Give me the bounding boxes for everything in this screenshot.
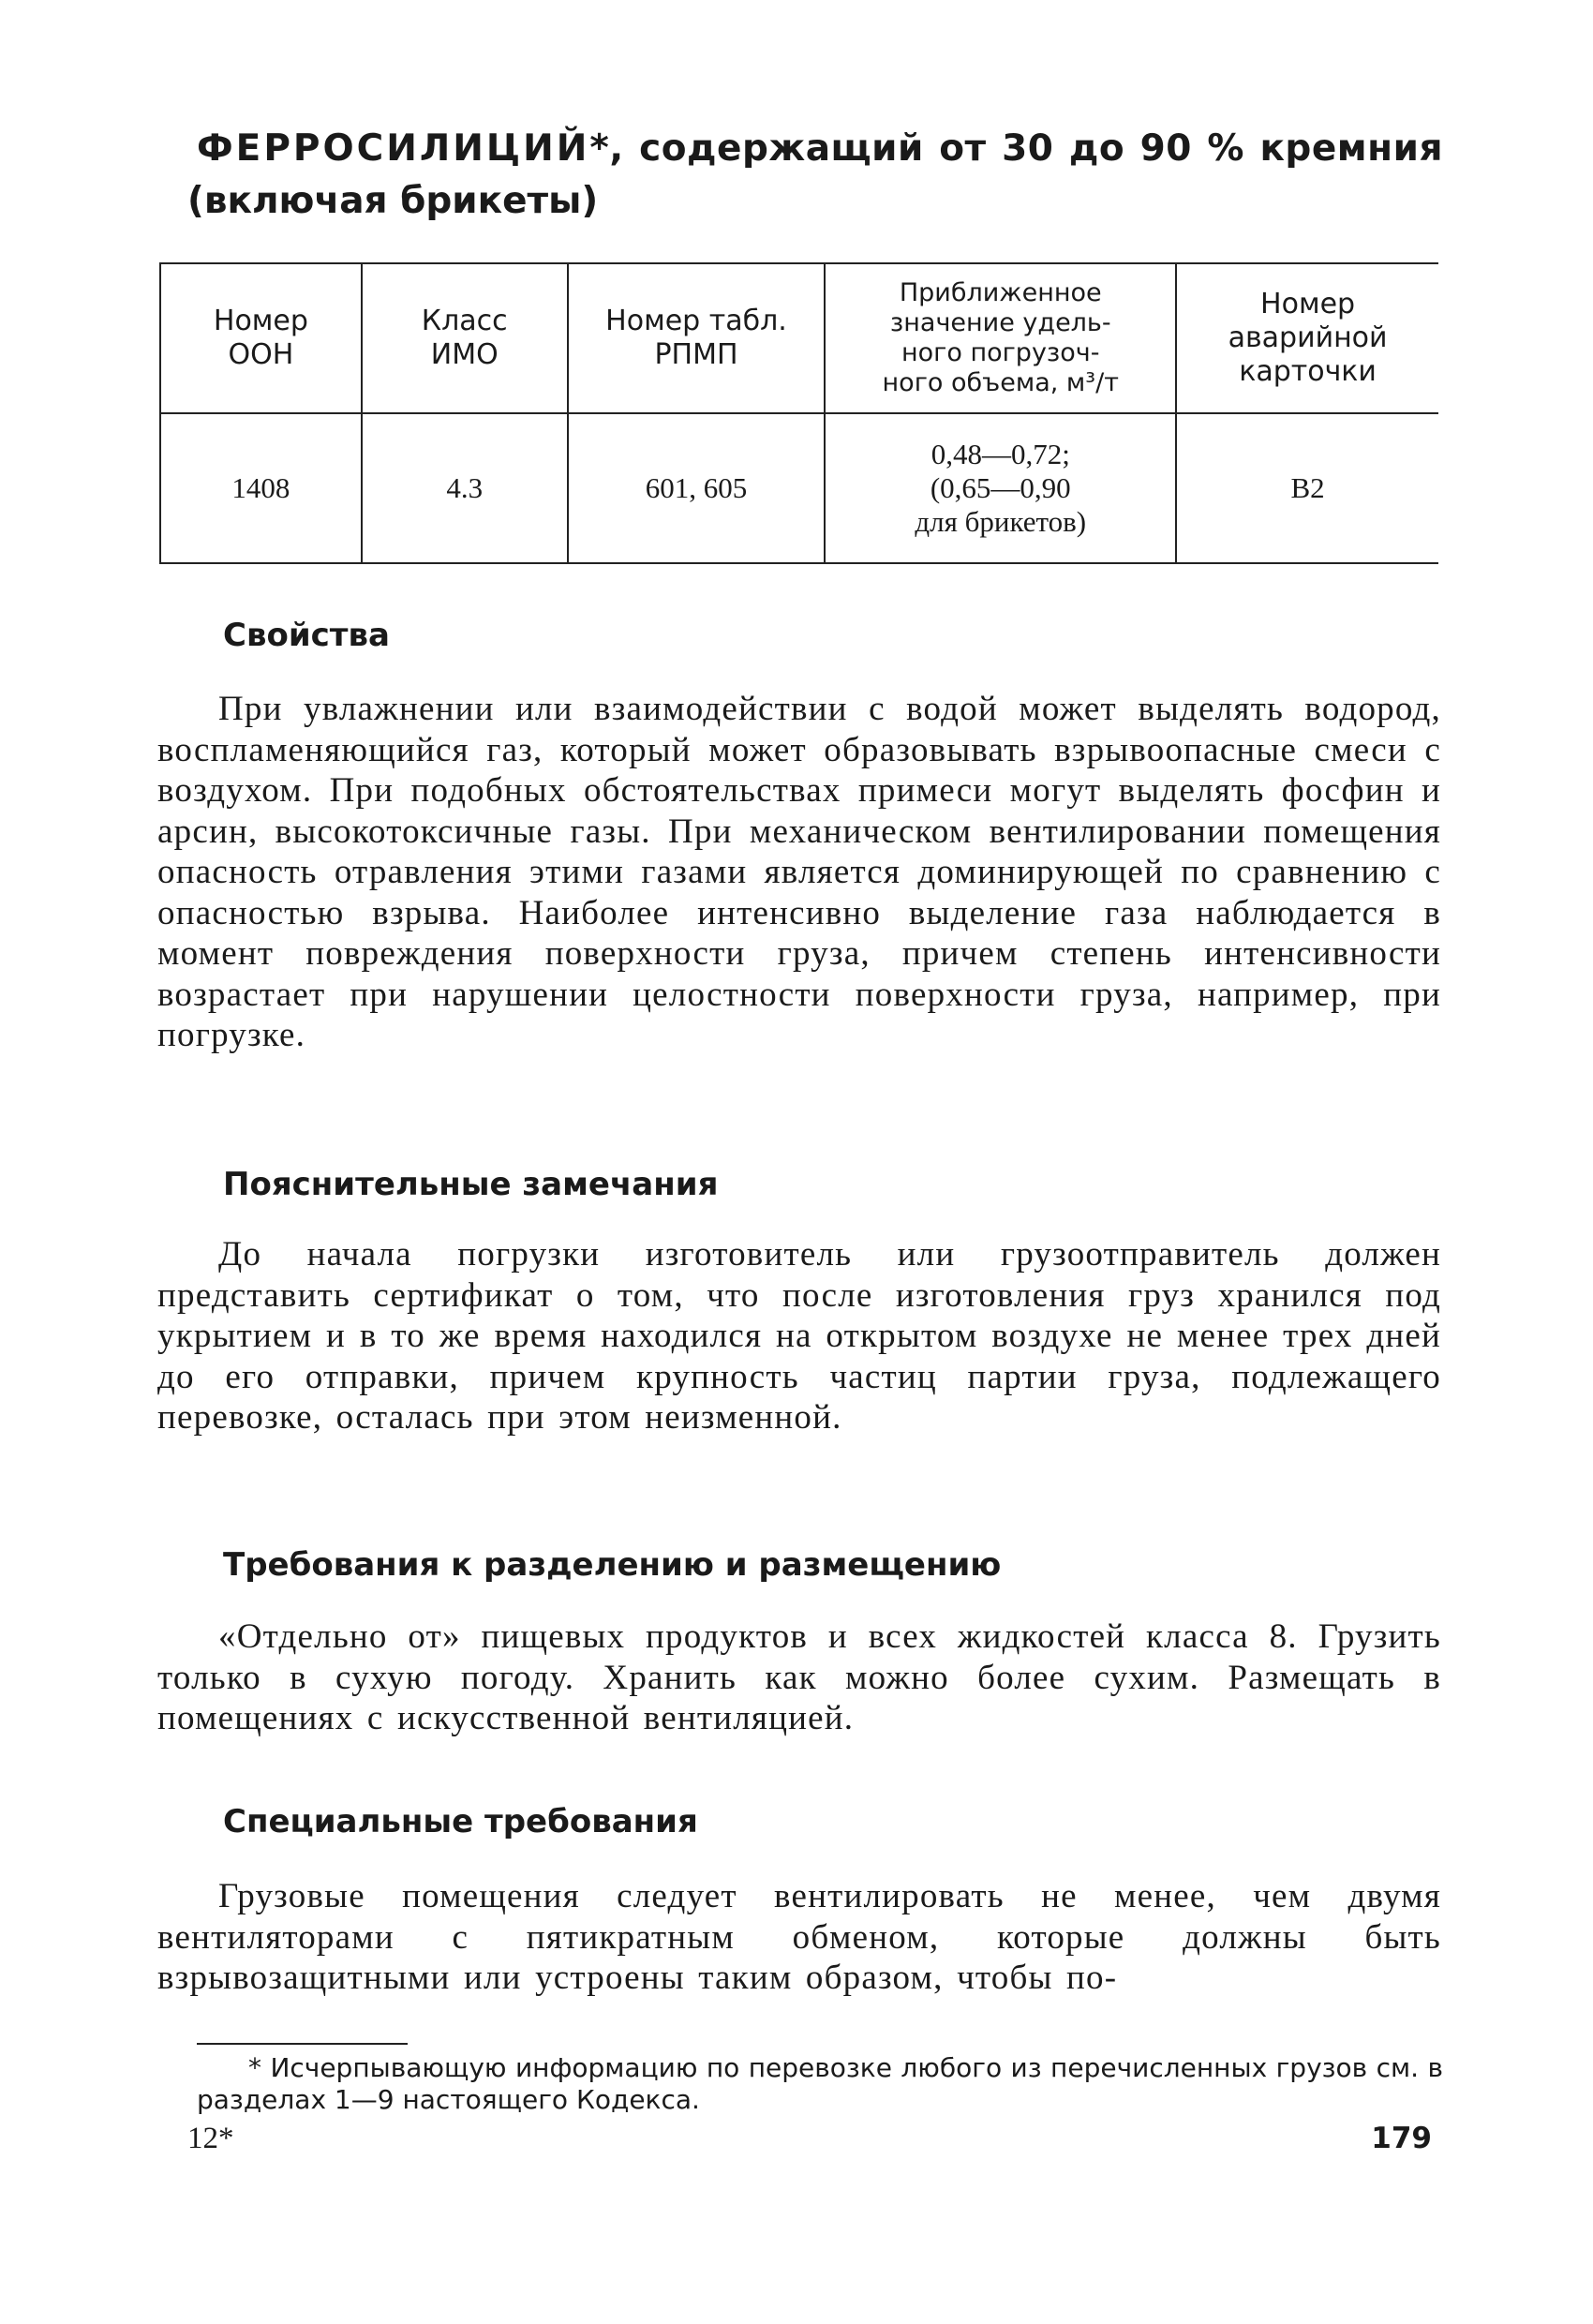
properties-text: При увлажнении или взаимодействии с водой может выделять водород, воспламеняющийся газ, который может образовывать взрывоопасные смеси с воздухом. При подобных обстоятельствах примеси могут выделять фосфин и арсин, высокотоксичные газы. При механическом вентилировании помещения опасность отравления этими газами является доминирующей по сравнению с опасностью взрыва. Наиболее интенсивно выделение газа наблюдается в момент повреждения поверхности груза, причем степень интенсивности возрастает при нарушении целостности поверхности груза, например, при погрузке. <box>157 690 1441 1054</box>
segregation-text: «Отдельно от» пищевых продуктов и всех жидкостей класса 8. Грузить только в сухую погоду. Хранить как можно более сухим. Размещать в помещениях с искусственной вентиляцией. <box>157 1617 1441 1737</box>
page-number: 179 <box>1371 2122 1432 2155</box>
cell-table-number: 601, 605 <box>568 413 826 563</box>
cargo-name: ФЕРРОСИЛИЦИЙ <box>197 127 590 170</box>
signature-mark: 12* <box>187 2122 234 2155</box>
notes-heading: Пояснительные замечания <box>223 1166 719 1203</box>
cargo-data-table <box>159 262 1438 564</box>
header-table-number: Номер табл. РПМП <box>568 263 826 413</box>
special-heading: Специальные требования <box>223 1803 698 1840</box>
header-emergency-card: Номер аварийной карточки <box>1176 263 1438 413</box>
footnote-mark: * <box>589 127 610 170</box>
header-imo-class: Класс ИМО <box>362 263 568 413</box>
properties-heading: Свойства <box>223 617 390 654</box>
header-stowage-factor: Приближенное значение удель- ного погрузоч- ного объема, м³/т <box>825 263 1176 413</box>
cell-emergency-card: В2 <box>1290 471 1325 504</box>
footnote: * Исчерпывающую информацию по перевозке любого из перечисленных грузов см. в разделах 1—9 настоящего Кодекса. <box>197 2052 1443 2115</box>
special-text: Грузовые помещения следует вентилировать не менее, чем двумя вентиляторами с пятикратным обменом, которые должны быть взрывозащитными или устроены таким образом, чтобы по- <box>157 1877 1441 1997</box>
footnote-rule <box>197 2043 408 2045</box>
header-un-number: Номер ООН <box>160 263 362 413</box>
cargo-title-line2: (включая брикеты) <box>187 180 599 222</box>
segregation-heading: Требования к разделению и размещению <box>223 1546 1002 1584</box>
table-header-row <box>160 263 1438 413</box>
cargo-title-rest: , содержащий от 30 до 90 % кремния <box>609 127 1443 170</box>
table-row <box>160 413 1438 563</box>
cargo-title <box>197 124 1443 174</box>
cell-un-number: 1408 <box>160 413 362 563</box>
cell-imo-class: 4.3 <box>362 413 568 563</box>
notes-text: До начала погрузки изготовитель или грузоотправитель должен представить сертификат о том, что после изготовления груз хранился под укрытием и в то же время находился на открытом воздухе не менее трех дней до его отправки, причем крупность частиц партии груза, подлежащего перевозке, осталась при этом неизменной. <box>157 1235 1441 1437</box>
cell-stowage-factor: 0,48—0,72; (0,65—0,90 для брикетов) <box>825 413 1176 563</box>
